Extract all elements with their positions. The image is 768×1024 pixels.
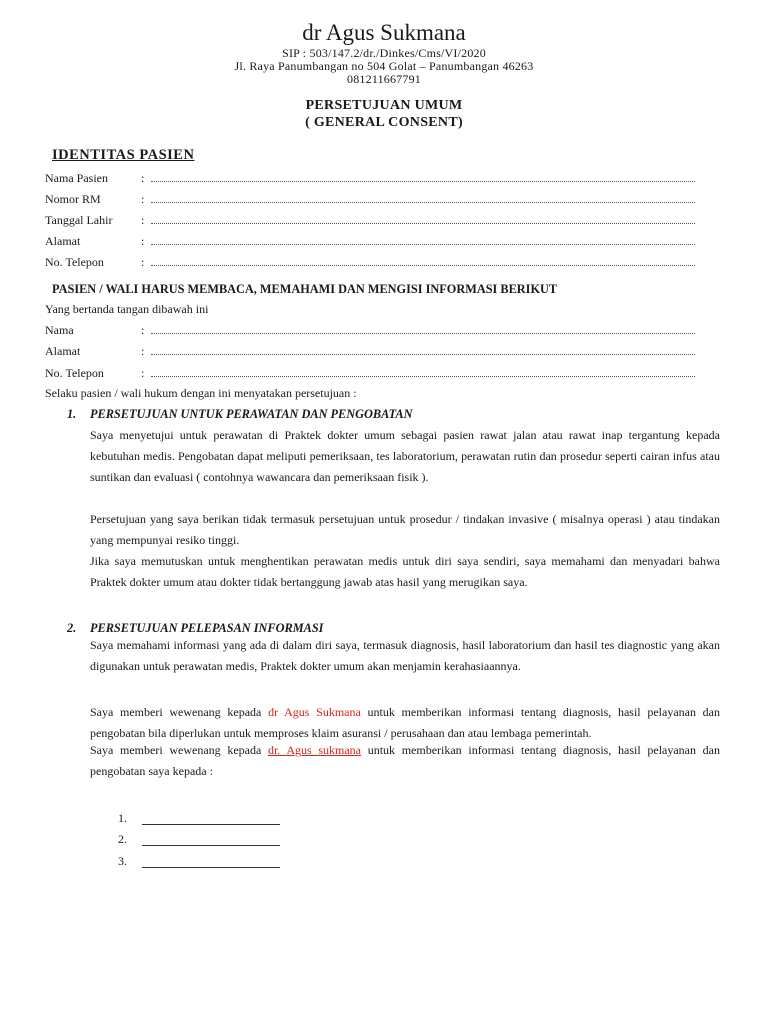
fill-line[interactable] [151, 202, 695, 203]
section2-paragraph: Saya memberi wewenang kepada dr Agus Sukmana untuk memberikan informasi tentang diagnosis, hasil pelayanan dan pengobatan bila diperlukan untuk memproses klaim asuransi / perusahaan dan atau lembaga pemerintah. [90, 705, 720, 740]
list-number: 1. [118, 811, 127, 825]
section2-paragraph: Saya memberi wewenang kepada dr. Agus sukmana untuk memberikan informasi tentang diagnosis, hasil pelayanan dan pengobatan saya kepada : [90, 743, 721, 778]
doctor-name-highlight: dr Agus Sukmana [268, 705, 361, 719]
doctor-name: dr Agus Sukmana [302, 20, 466, 45]
field-label: Nomor RM [45, 192, 101, 206]
clinic-address: Jl. Raya Panumbangan no 504 Golat – Panumbangan 46263 [234, 59, 534, 73]
fill-line[interactable] [142, 824, 280, 825]
list-number: 2. [118, 832, 127, 846]
guardian-address-field[interactable]: Alamat : [45, 344, 695, 360]
field-label: No. Telepon [45, 255, 104, 269]
field-label: No. Telepon [45, 366, 104, 380]
identity-heading: IDENTITAS PASIEN [52, 147, 195, 163]
guardian-heading: PASIEN / WALI HARUS MEMBACA, MEMAHAMI DAN MENGISI INFORMASI BERIKUT [52, 282, 558, 296]
field-label: Nama [45, 323, 74, 337]
fill-line[interactable] [151, 244, 695, 245]
section2-paragraph: Saya memahami informasi yang ada di dalam diri saya, termasuk diagnosis, hasil laboratorium dan hasil tes diagnostic yang akan digunakan untuk perawatan medis, Praktek dokter umum akan menjamin kerahasiaannya. [90, 638, 720, 673]
guardian-name-field[interactable]: Nama : [45, 323, 695, 339]
fill-line[interactable] [151, 223, 695, 224]
birth-date-field[interactable]: Tanggal Lahir : [45, 213, 695, 229]
fill-line[interactable] [151, 376, 695, 377]
fill-line[interactable] [151, 181, 695, 182]
document-title: PERSETUJUAN UMUM [305, 98, 463, 113]
section1-paragraph: Jika saya memutuskan untuk menghentikan perawatan medis untuk diri saya sendiri, saya memahami dan menyadari bahwa Praktek dokter umum atau dokter tidak bertanggung jawab atas hasil yang merugikan saya. [90, 554, 720, 589]
section1-title: PERSETUJUAN UNTUK PERAWATAN DAN PENGOBATAN [90, 407, 413, 421]
patient-phone-field[interactable]: No. Telepon : [45, 255, 695, 271]
doctor-name-highlight: dr. Agus sukmana [267, 743, 362, 757]
field-label: Alamat [45, 234, 81, 248]
consent-statement: Selaku pasien / wali hukum dengan ini menyatakan persetujuan : [45, 386, 357, 400]
guardian-intro: Yang bertanda tangan dibawah ini [45, 302, 209, 316]
fill-line[interactable] [142, 845, 280, 846]
medical-record-field[interactable]: Nomor RM : [45, 192, 695, 208]
fill-line[interactable] [151, 333, 695, 334]
clinic-phone: 081211667791 [347, 72, 421, 86]
patient-name-field[interactable]: Nama Pasien : [45, 171, 695, 187]
section1-paragraph: Persetujuan yang saya berikan tidak termasuk persetujuan untuk prosedur / tindakan invasive ( misalnya operasi ) atau tindakan yang mempunyai resiko tinggi. [90, 512, 720, 547]
list-number: 3. [118, 854, 127, 868]
field-label: Tanggal Lahir [45, 213, 113, 227]
section1-paragraph: Saya menyetujui untuk perawatan di Praktek dokter umum sebagai pasien rawat jalan atau rawat inap tergantung kepada kebutuhan medis. Pengobatan dapat meliputi pemeriksaan, tes laboratorium, perawatan rutin dan prosedur seperti cairan infus atau suntikan dan evaluasi ( contohnya wawancara dan pemeriksaan fisik ). [90, 428, 720, 484]
fill-line[interactable] [151, 265, 695, 266]
section-number: 1. [67, 407, 77, 421]
fill-line[interactable] [142, 867, 280, 868]
section-number: 2. [67, 621, 77, 635]
patient-address-field[interactable]: Alamat : [45, 234, 695, 250]
section2-title: PERSETUJUAN PELEPASAN INFORMASI [90, 621, 324, 635]
document-subtitle: ( GENERAL CONSENT) [305, 115, 463, 130]
sip-number: SIP : 503/147.2/dr./Dinkes/Cms/VI/2020 [282, 46, 486, 60]
field-label: Nama Pasien [45, 171, 108, 185]
field-label: Alamat [45, 344, 81, 358]
fill-line[interactable] [151, 354, 695, 355]
guardian-phone-field[interactable]: No. Telepon : [45, 366, 695, 382]
